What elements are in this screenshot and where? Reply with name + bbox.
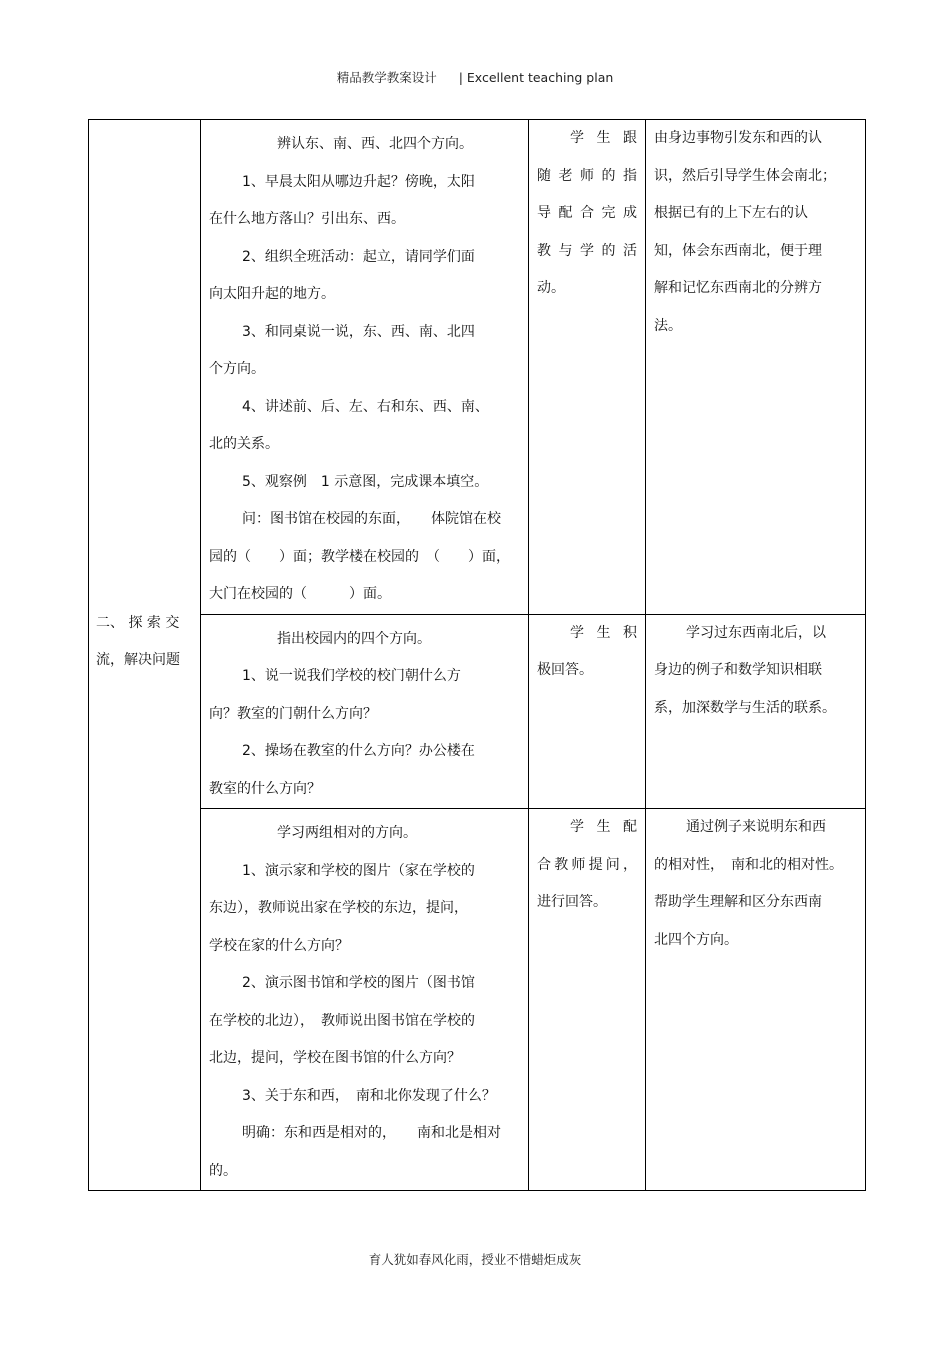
intent-line: 北四个方向。: [654, 931, 738, 948]
intent-line: 解和记忆东西南北的分辨方: [654, 280, 822, 296]
design-intent-text: [646, 615, 865, 728]
intent-line: 知，体会东西南北，便于理: [654, 242, 822, 259]
student-line: 进行回答。: [537, 894, 607, 910]
activity-line: 教室的什么方向？: [209, 780, 321, 797]
design-intent-cell: [646, 614, 866, 809]
student-activity-text: [529, 615, 645, 690]
page-header: [0, 68, 950, 86]
activity-line: 向太阳升起的地方。: [209, 286, 335, 302]
student-line: 导配合完成: [537, 205, 637, 221]
teacher-activity-text: [201, 809, 528, 1190]
intent-line: 系，加深数学与生活的联系。: [654, 699, 836, 716]
activity-line: 5、观察例 1 示意图，完成课本填空。: [242, 473, 489, 490]
intent-line: 通过例子来说明东和西: [686, 819, 826, 835]
student-activity-cell: [529, 120, 646, 615]
activity-line: 2、演示图书馆和学校的图片（图书馆: [242, 975, 475, 991]
table-row: [89, 614, 866, 809]
student-line: 极回答。: [537, 662, 593, 678]
activity-line: 向？教室的门朝什么方向？: [209, 705, 377, 722]
activity-line: 3、和同桌说一说，东、西、南、北四: [242, 323, 475, 340]
activity-line: 3、关于东和西， 南和北你发现了什么？: [242, 1087, 496, 1104]
lesson-table: [88, 119, 866, 1191]
student-line: 学生配: [570, 819, 637, 835]
intent-line: 识，然后引导学生体会南北；: [654, 167, 836, 184]
stage-label: 二、 探 索 交 流，解决问题: [96, 615, 180, 668]
activity-line: 大门在校园的（ ）面。: [209, 586, 391, 602]
activity-line: 2、组织全班活动：起立，请同学们面: [242, 248, 475, 265]
intent-line: 法。: [654, 317, 682, 334]
student-activity-text: [529, 809, 645, 922]
intent-line: 学习过东西南北后，以: [686, 624, 826, 641]
student-activity-text: [529, 120, 645, 308]
table-row: [89, 120, 866, 615]
activity-title: 学习两组相对的方向。: [277, 825, 417, 841]
teacher-activity-cell: [201, 809, 529, 1191]
activity-line: 4、讲述前、后、左、右和东、西、南、: [242, 398, 489, 415]
activity-line: 个方向。: [209, 361, 265, 377]
activity-line: 在什么地方落山？引出东、西。: [209, 211, 405, 227]
student-line: 动。: [537, 280, 565, 296]
teacher-activity-text: [201, 615, 528, 809]
activity-line: 明确：东和西是相对的， 南和北是相对: [242, 1125, 501, 1141]
activity-line: 东边），教师说出家在学校的东边，提问，: [209, 900, 468, 916]
design-intent-cell: [646, 120, 866, 615]
intent-line: 帮助学生理解和区分东西南: [654, 894, 822, 910]
student-line: 随老师的指: [537, 167, 637, 184]
page-footer: 育人犹如春风化雨，授业不惜蜡炬成灰: [368, 1252, 582, 1267]
intent-line: 身边的例子和数学知识相联: [654, 662, 822, 678]
activity-line: 北边，提问，学校在图书馆的什么方向？: [209, 1050, 461, 1066]
teacher-activity-cell: [201, 120, 529, 615]
student-activity-cell: [529, 614, 646, 809]
activity-line: 1、早晨太阳从哪边升起？傍晚，太阳: [242, 173, 475, 190]
activity-line: 在学校的北边）， 教师说出图书馆在学校的: [209, 1012, 475, 1029]
activity-line: 北的关系。: [209, 436, 279, 452]
student-activity-cell: [529, 809, 646, 1191]
stage-cell: [89, 120, 201, 1191]
intent-line: 的相对性， 南和北的相对性。: [654, 856, 843, 873]
table-row: [89, 809, 866, 1191]
teacher-activity-cell: [201, 614, 529, 809]
header-title-cn: 精品教学教案设计: [336, 70, 437, 85]
activity-line: 的。: [209, 1162, 237, 1179]
design-intent-text: [646, 809, 865, 959]
header-title-en: | Excellent teaching plan: [458, 70, 614, 85]
activity-line: 学校在家的什么方向？: [209, 937, 349, 954]
student-line: 教与学的活: [537, 242, 637, 259]
activity-title: 辨认东、南、西、北四个方向。: [277, 136, 473, 152]
student-line: 合教师提问，: [537, 856, 637, 873]
student-line: 学生积: [570, 624, 637, 641]
design-intent-cell: [646, 809, 866, 1191]
activity-line: 问：图书馆在校园的东面， 体院馆在校: [242, 511, 501, 527]
activity-line: 1、演示家和学校的图片（家在学校的: [242, 862, 475, 879]
intent-line: 根据已有的上下左右的认: [654, 205, 808, 221]
activity-title: 指出校园内的四个方向。: [277, 630, 431, 647]
activity-line: 1、说一说我们学校的校门朝什么方: [242, 668, 461, 684]
activity-line: 园的（ ）面；教学楼在校园的 （ ）面，: [209, 548, 510, 565]
design-intent-text: [646, 120, 865, 345]
activity-line: 2、操场在教室的什么方向？办公楼在: [242, 743, 475, 759]
student-line: 学生跟: [570, 130, 637, 146]
intent-line: 由身边事物引发东和西的认: [654, 130, 822, 146]
teacher-activity-text: [201, 120, 528, 614]
